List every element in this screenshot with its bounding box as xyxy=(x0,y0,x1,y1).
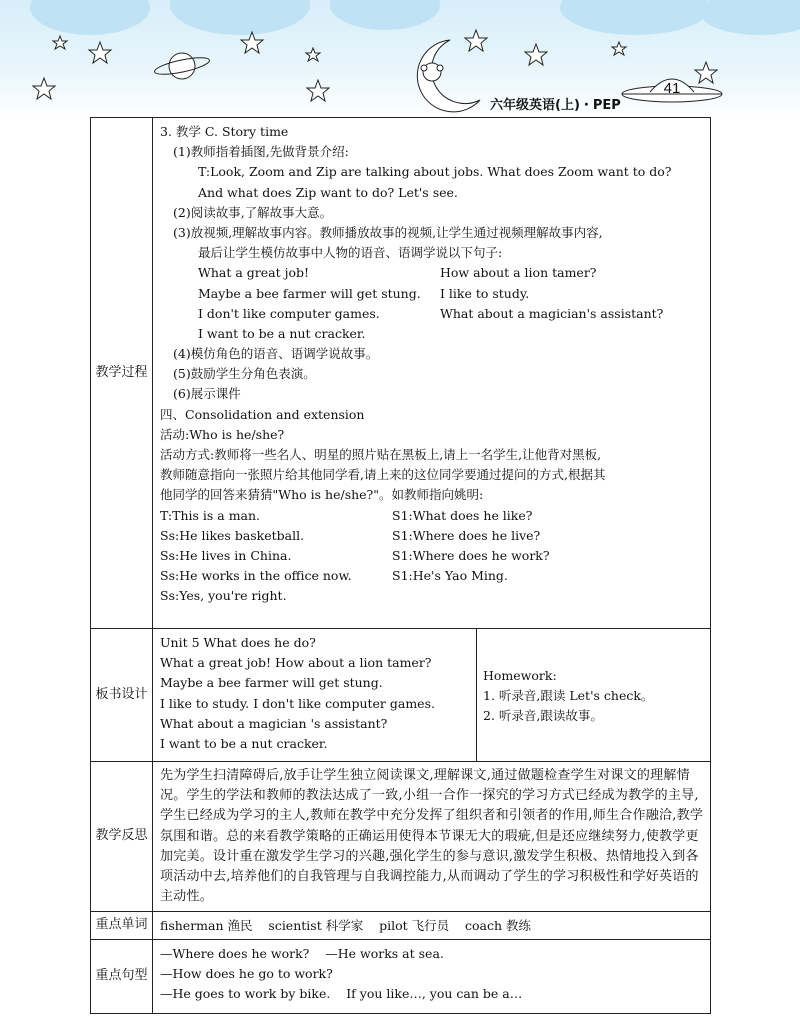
homework-title: Homework: xyxy=(483,667,557,683)
row-label: 教学反思 xyxy=(91,762,153,912)
text-line: (3)放视频,理解故事内容。教师播放故事的视频,让学生通过视频理解故事内容, xyxy=(173,224,603,240)
sentence-pair: What a great job! How about a lion tamer? xyxy=(198,265,597,281)
text-line: Ss:Yes, you're right. xyxy=(160,588,287,604)
stars-planet-moon-illustration xyxy=(0,0,800,118)
header-banner xyxy=(0,0,800,118)
row-label: 重点单词 xyxy=(91,912,153,940)
key-words-row xyxy=(91,912,711,940)
text-line: (5)鼓励学生分角色表演。 xyxy=(173,366,316,382)
text-line: —How does he go to work? xyxy=(160,966,333,982)
text-line: 3. 教学 C. Story time xyxy=(160,124,289,139)
text-line: (6)展示课件 xyxy=(173,386,241,402)
text-line: (2)阅读故事,了解故事大意。 xyxy=(173,204,333,220)
text-line: (1)教师指着插图,先做背景介绍: xyxy=(173,144,349,160)
sentence-pair: Maybe a bee farmer will get stung. I like to study. xyxy=(198,285,530,301)
dialogue-pair: Ss:He lives in China. S1:Where does he work? xyxy=(160,547,550,563)
text-line: What about a magician 's assistant? xyxy=(160,715,388,731)
key-words-cell: fisherman 渔民 scientist 科学家 pilot 飞行员 coach 教练 xyxy=(153,912,711,940)
homework-item: 1. 听录音,跟读 Let's check。 xyxy=(483,687,654,703)
dialogue-pair: Ss:He likes basketball. S1:Where does he live? xyxy=(160,527,541,543)
teaching-process-row xyxy=(91,118,711,629)
book-title: 六年级英语(上)・PEP xyxy=(490,98,621,113)
star-icon xyxy=(33,78,55,99)
page-number: 41 xyxy=(663,80,681,97)
text-line: I want to be a nut cracker. xyxy=(160,735,328,751)
text-line: 四、Consolidation and extension xyxy=(160,406,365,422)
board-design-cell xyxy=(153,629,477,762)
text-line: 活动方式:教师将一些名人、明星的照片贴在黑板上,请上一名学生,让他背对黑板, xyxy=(160,447,602,462)
text-line: T:Look, Zoom and Zip are talking about jobs. What does Zoom want to do? xyxy=(198,164,672,180)
reflection-text: 先为学生扫清障碍后,放手让学生独立阅读课文,理解课文,通过做题检查学生对课文的理解情况。学生的学法和教师的教法达成了一致,小组一合作一探究的学习方式已经成为教学的主导,学生已经成为学习的主人,教师在教学中充分发挥了组织者和引领者的作用,师生合作融洽,教学氛围和谐。总的来看教学策略的正确运用使得本节课无大的瑕疵,但是还应继续努力,使教学更加完美。设计重在激发学生学习的兴趣,强化学生的参与意识,激发学生积极、热情地投入到各项活动中去,培养他们的自我管理与自我调控能力,从而调动了学生的学习积极性和学好英语的主动性。 xyxy=(160,768,704,905)
star-icon xyxy=(89,42,111,63)
text-line: (4)模仿角色的语音、语调学说故事。 xyxy=(173,346,379,362)
homework-cell xyxy=(477,629,711,762)
moon-icon xyxy=(417,40,480,112)
planet-icon xyxy=(153,53,210,79)
dialogue-pair: Ss:He works in the office now. S1:He's Yao Ming. xyxy=(160,568,508,584)
star-icon xyxy=(307,80,329,101)
reflection-row xyxy=(91,762,711,912)
text-line: I want to be a nut cracker. xyxy=(198,325,366,341)
star-icon xyxy=(612,42,626,55)
text-line: Unit 5 What does he do? xyxy=(160,635,316,650)
star-icon xyxy=(525,44,547,65)
text-line: 教师随意指向一张照片给其他同学看,请上来的这位同学要通过提问的方式,根据其 xyxy=(160,467,606,483)
homework-item: 2. 听录音,跟读故事。 xyxy=(483,708,603,724)
reflection-cell xyxy=(153,762,711,912)
key-sentences-cell xyxy=(153,940,711,1014)
star-icon xyxy=(465,30,487,51)
star-icon xyxy=(241,32,263,53)
star-icon xyxy=(695,62,717,83)
text-line: —Where does he work? —He works at sea. xyxy=(160,946,444,961)
text-line: And what does Zip want to do? Let's see. xyxy=(198,184,458,200)
lesson-plan-table xyxy=(90,117,711,1014)
board-design-row xyxy=(91,629,711,762)
star-icon xyxy=(306,48,320,61)
row-label: 板书设计 xyxy=(91,629,153,762)
text-line: 最后让学生模仿故事中人物的语音、语调学说以下句子: xyxy=(198,245,503,261)
teaching-process-cell xyxy=(153,118,711,629)
text-line: 活动:Who is he/she? xyxy=(160,426,285,442)
row-label: 教学过程 xyxy=(91,118,153,629)
star-icon xyxy=(53,36,67,49)
dialogue-pair: T:This is a man. S1:What does he like? xyxy=(160,507,533,523)
text-line: 他同学的回答来猜猜"Who is he/she?"。如教师指向姚明: xyxy=(160,487,484,503)
text-line: What a great job! How about a lion tamer? xyxy=(160,655,432,671)
text-line: I like to study. I don't like computer games. xyxy=(160,695,435,711)
text-line: Maybe a bee farmer will get stung. xyxy=(160,675,383,691)
sentence-pair: I don't like computer games. What about a magician's assistant? xyxy=(198,305,664,321)
key-sentences-row xyxy=(91,940,711,1014)
text-line: —He goes to work by bike. If you like…, you can be a… xyxy=(160,986,523,1002)
row-label: 重点句型 xyxy=(91,940,153,1014)
